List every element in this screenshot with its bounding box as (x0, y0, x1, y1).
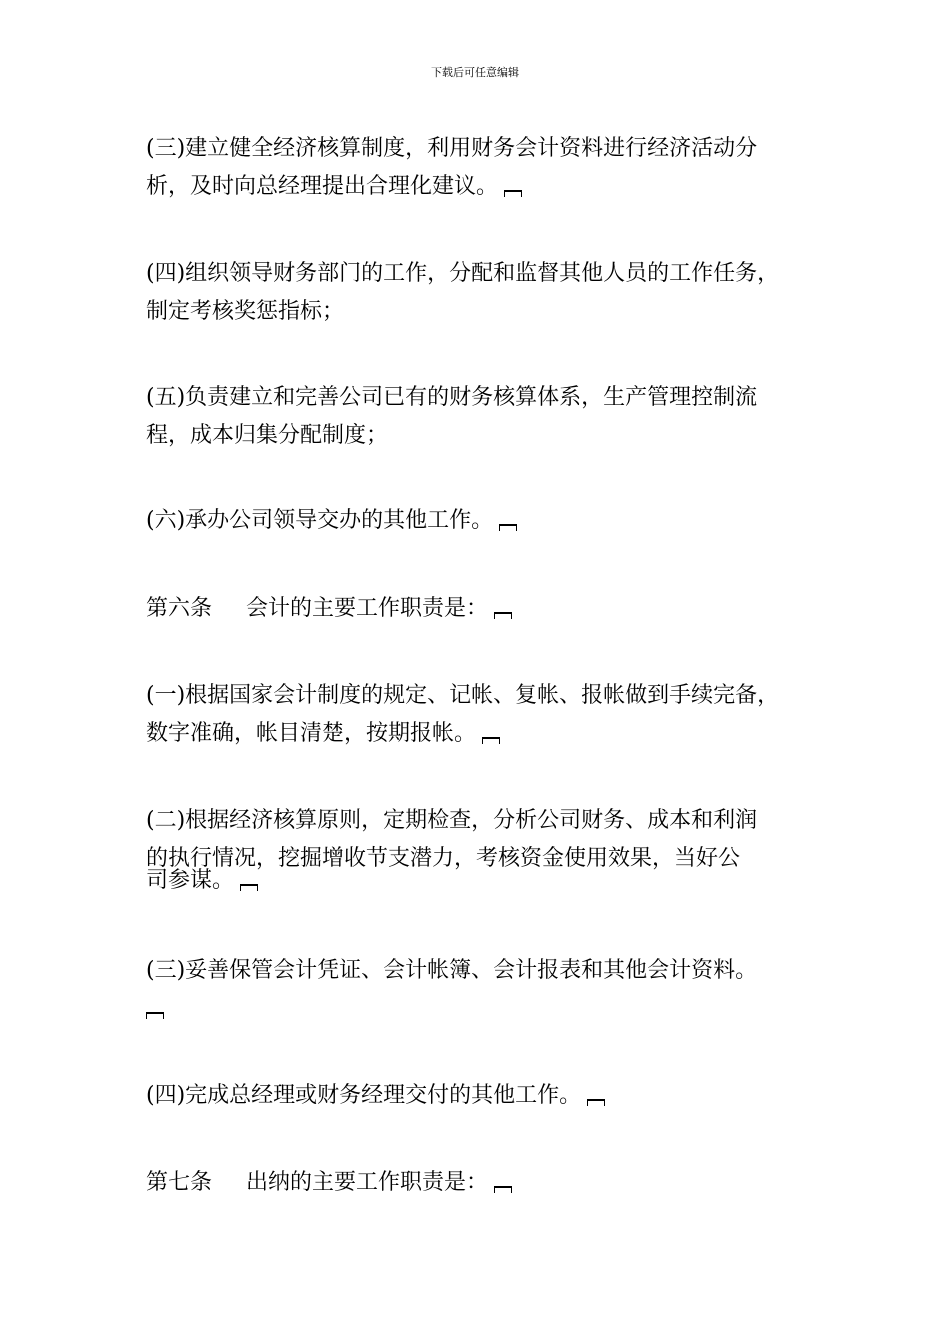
paragraph-3-accounting-system (146, 130, 826, 206)
paragraph-line: 程，成本归集分配制度； (146, 423, 389, 448)
paragraph-mark-icon (504, 190, 522, 197)
paragraph-line-text: 司参谋。 (146, 868, 235, 893)
article-number: 第六条 (146, 596, 213, 621)
paragraph-4-assigned-work (146, 1077, 826, 1115)
paragraph-line (146, 502, 826, 540)
paragraph-6-other-work (146, 502, 826, 540)
paragraph-3-keep-records (146, 952, 826, 1028)
paragraph-mark-icon (494, 612, 512, 619)
paragraph-line-text: 数字准确，帐目清楚，按期报帐。 (146, 721, 477, 746)
paragraph-line-text: (六)承办公司领导交办的其他工作。 (146, 508, 494, 533)
article-7-heading (146, 1164, 826, 1202)
page-header-note: 下载后可任意编辑 (431, 66, 519, 79)
paragraph-mark-icon (482, 737, 500, 744)
paragraph-line (146, 715, 826, 753)
paragraph-1-bookkeeping (146, 677, 826, 753)
article-line (146, 1164, 826, 1202)
paragraph-line-text: (四)完成总经理或财务经理交付的其他工作。 (146, 1083, 582, 1108)
paragraph-5-accounting-system-build (146, 379, 826, 455)
paragraph-line: 制定考核奖惩指标； (146, 299, 345, 324)
article-number: 第七条 (146, 1170, 213, 1195)
paragraph-mark-icon (240, 884, 258, 891)
paragraph-line (146, 990, 826, 1028)
paragraph-2-economic-analysis (146, 802, 826, 892)
article-title: 出纳的主要工作职责是： (246, 1170, 489, 1195)
article-line (146, 590, 826, 628)
paragraph-line (146, 1077, 826, 1115)
paragraph-mark-icon (146, 1012, 164, 1019)
paragraph-mark-icon (494, 1186, 512, 1193)
paragraph-line: (三)建立健全经济核算制度，利用财务会计资料进行经济活动分 (146, 136, 758, 161)
paragraph-line: (二)根据经济核算原则，定期检查，分析公司财务、成本和利润 (146, 808, 758, 833)
paragraph-line: (五)负责建立和完善公司已有的财务核算体系，生产管理控制流 (146, 385, 758, 410)
paragraph-line: (一)根据国家会计制度的规定、记帐、复帐、报帐做到手续完备， (146, 683, 780, 708)
paragraph-mark-icon (499, 524, 517, 531)
paragraph-line-text: 析，及时向总经理提出合理化建议。 (146, 174, 499, 199)
article-6-heading (146, 590, 826, 628)
paragraph-line: (四)组织领导财务部门的工作，分配和监督其他人员的工作任务， (146, 261, 780, 286)
paragraph-mark-icon (587, 1099, 605, 1106)
paragraph-line: 的执行情况，挖掘增收节支潜力，考核资金使用效果，当好公 (146, 846, 741, 871)
paragraph-4-organize-department (146, 255, 826, 331)
article-title: 会计的主要工作职责是： (246, 596, 489, 621)
paragraph-line (146, 168, 826, 206)
paragraph-line: (三)妥善保管会计凭证、会计帐簿、会计报表和其他会计资料。 (146, 958, 758, 983)
